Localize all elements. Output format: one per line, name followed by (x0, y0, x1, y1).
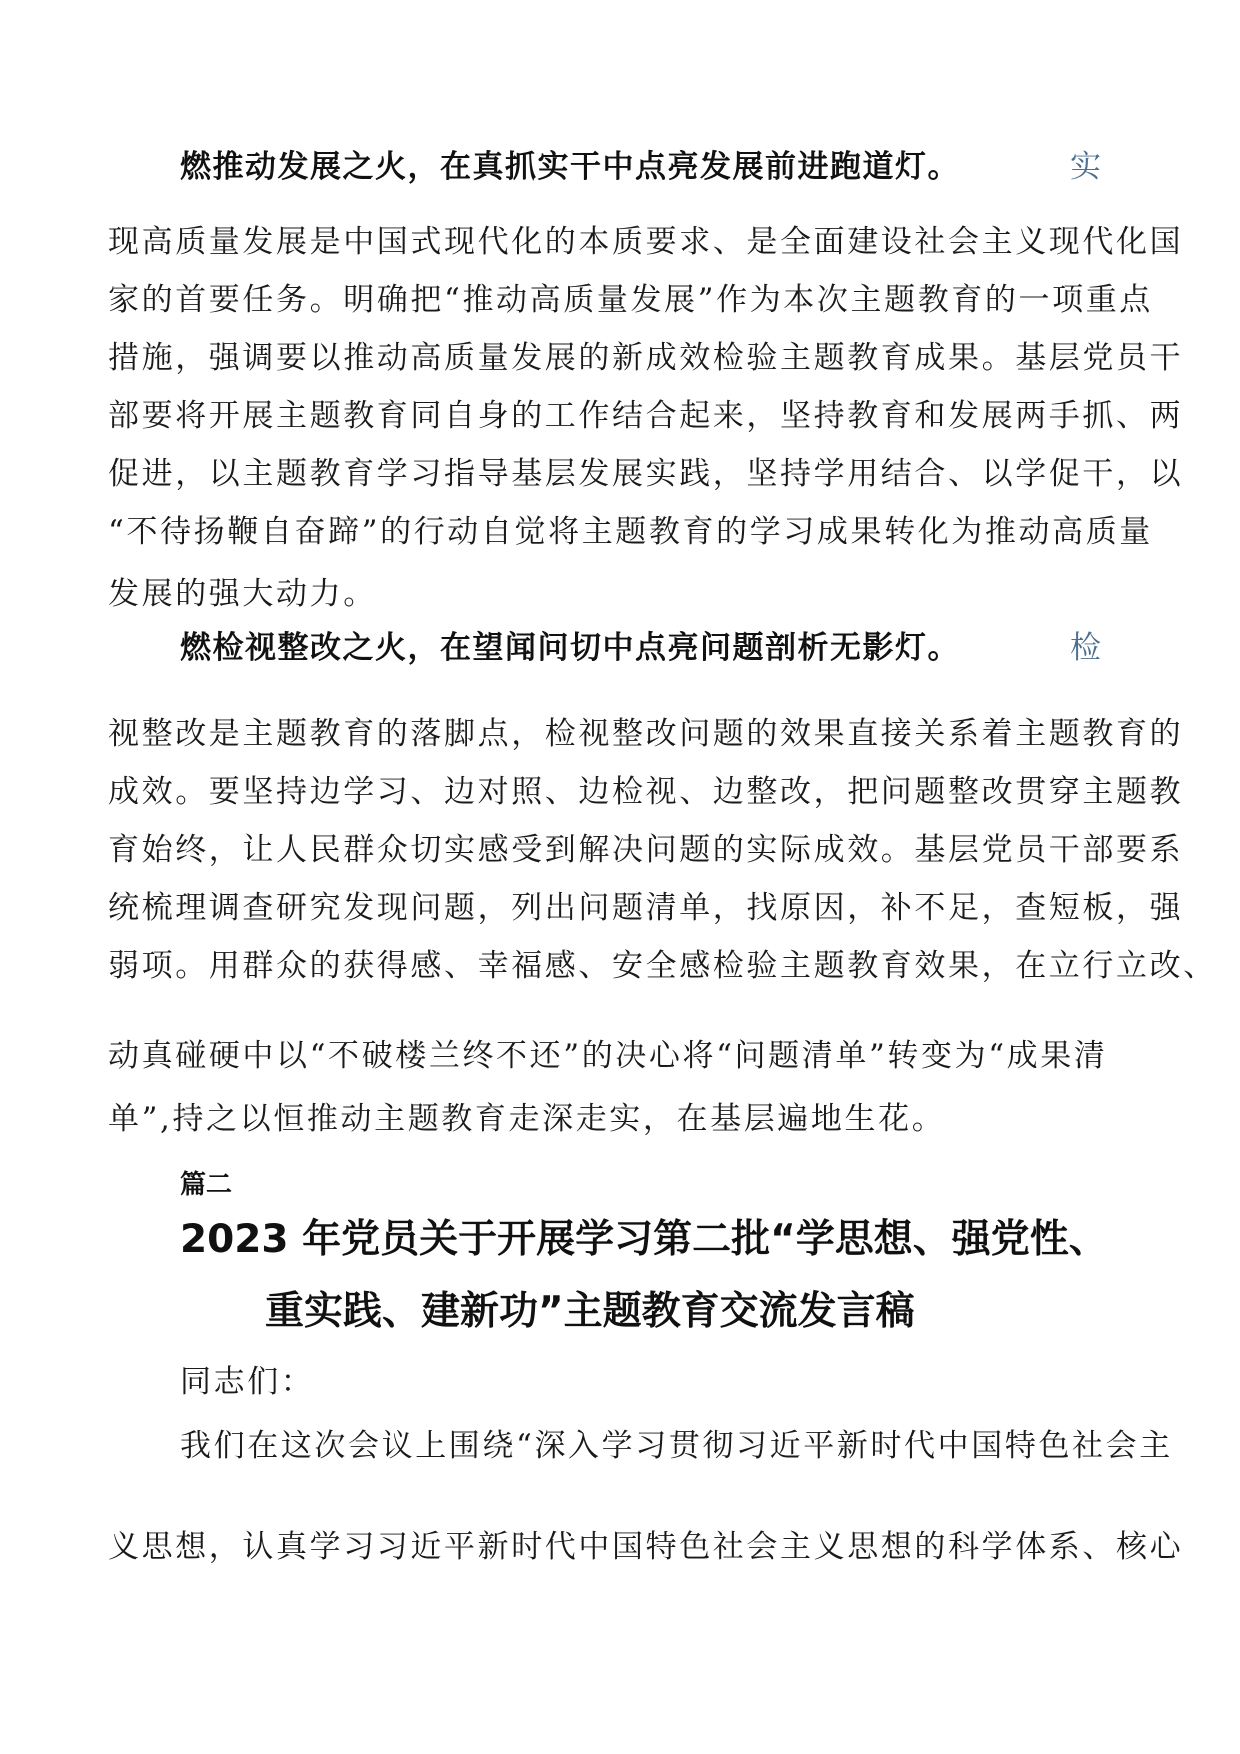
body-line: 措施，强调要以推动高质量发展的新成效检验主题教育成果。基层党员干 (108, 340, 1184, 376)
body-line: 统梳理调查研究发现问题，列出问题清单，找原因，补不足，查短板，强 (108, 890, 1184, 926)
section-heading-development: 燃推动发展之火，在真抓实干中点亮发展前进跑道灯。 (180, 149, 960, 185)
body-line: 我们在这次会议上围绕“深入学习贯彻习近平新时代中国特色社会主 (180, 1428, 1173, 1464)
document-title-line1: 2023 年党员关于开展学习第二批“学思想、强党性、 (180, 1217, 1108, 1262)
body-line: 单”,持之以恒推动主题教育走深走实，在基层遍地生花。 (108, 1101, 946, 1137)
body-line: 弱项。用群众的获得感、幸福感、安全感检验主题教育效果，在立行立改、 (108, 948, 1217, 984)
heading-lead-char: 检 (1070, 630, 1101, 666)
section-heading-rectification: 燃检视整改之火，在望闻问切中点亮问题剖析无影灯。 (180, 630, 960, 666)
body-line: 视整改是主题教育的落脚点，检视整改问题的效果直接关系着主题教育的 (108, 716, 1184, 752)
document-title-line2: 重实践、建新功”主题教育交流发言稿 (265, 1289, 915, 1334)
body-line: 部要将开展主题教育同自身的工作结合起来，坚持教育和发展两手抓、两 (108, 398, 1184, 434)
body-line: 发展的强大动力。 (108, 576, 377, 612)
heading-lead-char: 实 (1070, 149, 1101, 185)
body-line: “不待扬鞭自奋蹄”的行动自觉将主题教育的学习成果转化为推动高质量 (108, 514, 1153, 550)
body-line: 义思想，认真学习习近平新时代中国特色社会主义思想的科学体系、核心 (108, 1529, 1184, 1565)
body-line: 家的首要任务。明确把“推动高质量发展”作为本次主题教育的一项重点 (108, 282, 1153, 318)
body-line: 成效。要坚持边学习、边对照、边检视、边整改，把问题整改贯穿主题教 (108, 774, 1184, 810)
salutation: 同志们： (180, 1364, 315, 1400)
body-line: 动真碰硬中以“不破楼兰终不还”的决心将“问题清单”转变为“成果清 (108, 1038, 1108, 1074)
part-label: 篇二 (180, 1170, 233, 1200)
body-line: 现高质量发展是中国式现代化的本质要求、是全面建设社会主义现代化国 (108, 224, 1184, 260)
body-line: 育始终，让人民群众切实感受到解决问题的实际成效。基层党员干部要系 (108, 832, 1184, 868)
body-line: 促进，以主题教育学习指导基层发展实践，坚持学用结合、以学促干，以 (108, 456, 1184, 492)
